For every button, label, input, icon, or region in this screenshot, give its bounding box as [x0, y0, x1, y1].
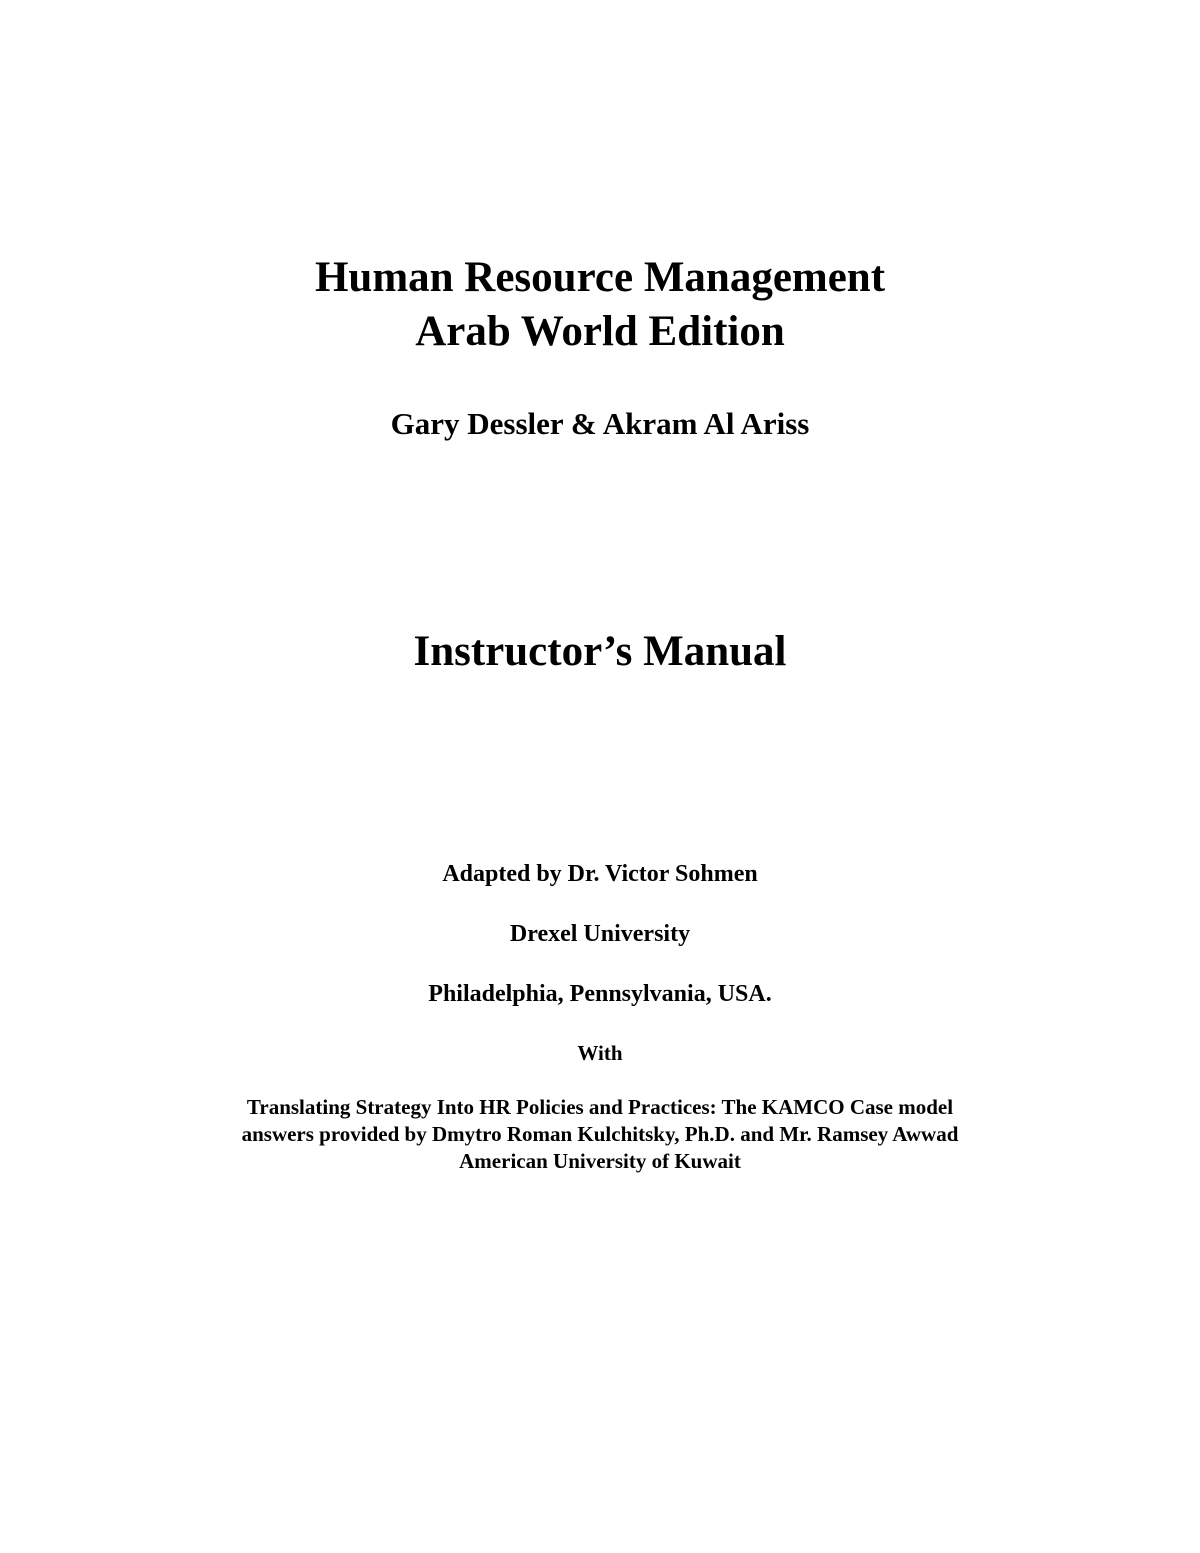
credit-line-3: American University of Kuwait [459, 1149, 741, 1173]
credit-line-1: Translating Strategy Into HR Policies and Practices: The KAMCO Case model [246, 1095, 954, 1119]
credit-line-2: answers provided by Dmytro Roman Kulchitsky, Ph.D. and Mr. Ramsey Awwad [241, 1122, 959, 1146]
book-authors: Gary Dessler & Akram Al Ariss [390, 406, 810, 441]
book-title-line-1: Human Resource Management [314, 254, 886, 301]
document-type-heading: Instructor’s Manual [413, 628, 787, 675]
university-name: Drexel University [509, 921, 691, 947]
book-title-line-2: Arab World Edition [415, 308, 785, 355]
location-text: Philadelphia, Pennsylvania, USA. [428, 981, 772, 1007]
adapted-by-text: Adapted by Dr. Victor Sohmen [442, 861, 758, 887]
with-label: With [577, 1041, 623, 1065]
